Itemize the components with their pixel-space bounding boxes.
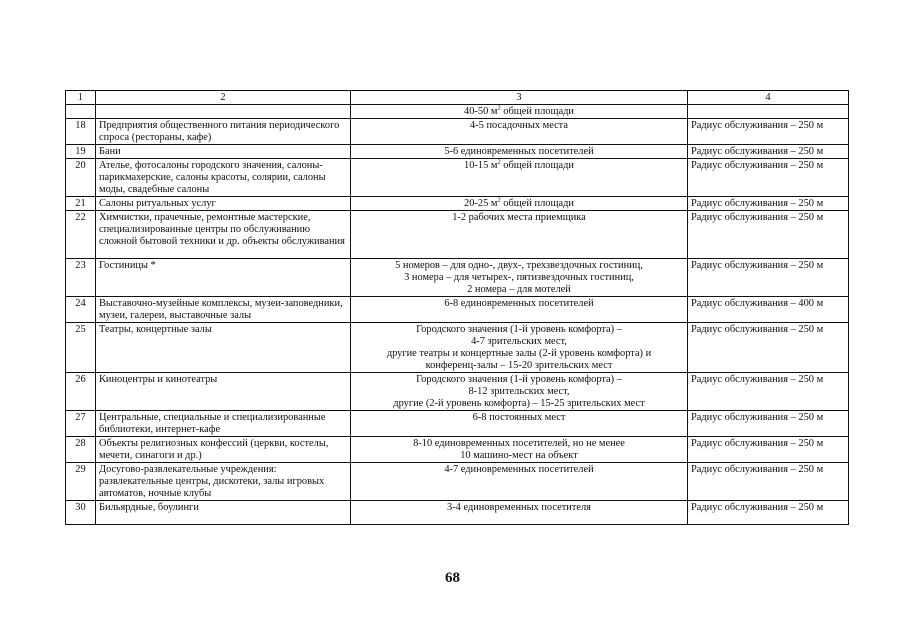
service-radius: Радиус обслуживания – 250 м [688, 437, 849, 463]
table-row [66, 501, 849, 525]
norm-line: 4-7 единовременных посетителей [444, 464, 594, 475]
norm-line: конференц-залы – 15-20 зрительских мест [425, 360, 613, 371]
header-col-3: 3 [351, 91, 688, 105]
table-body [66, 91, 849, 525]
row-number: 27 [66, 411, 96, 437]
service-radius: Радиус обслуживания – 250 м [688, 259, 849, 297]
facility-name: Бани [96, 145, 351, 159]
norm-cell [351, 159, 688, 197]
table-row [66, 159, 849, 197]
row-number: 23 [66, 259, 96, 297]
table-row [66, 145, 849, 159]
facility-name: Центральные, специальные и специализированные библиотеки, интернет-кафе [96, 411, 351, 437]
row-number: 30 [66, 501, 96, 525]
norm-line: Городского значения (1-й уровень комфорта) – [416, 324, 622, 335]
norm-line: другие театры и концертные залы (2-й уровень комфорта) и [386, 348, 652, 359]
norm-line: 6-8 единовременных посетителей [444, 298, 594, 309]
norm-cell [351, 259, 688, 297]
service-radius: Радиус обслуживания – 250 м [688, 501, 849, 525]
service-radius: Радиус обслуживания – 250 м [688, 159, 849, 197]
row-number: 20 [66, 159, 96, 197]
norm-cell [351, 297, 688, 323]
norm-cell [351, 105, 688, 119]
row-number: 21 [66, 197, 96, 211]
row-number: 24 [66, 297, 96, 323]
norm-cell [351, 211, 688, 259]
norm-line: 6-8 постоянных мест [472, 412, 566, 423]
standards-table [65, 90, 849, 525]
service-radius: Радиус обслуживания – 250 м [688, 119, 849, 145]
row-number: 18 [66, 119, 96, 145]
table-row [66, 297, 849, 323]
norm-cell [351, 463, 688, 501]
facility-name: Гостиницы * [96, 259, 351, 297]
norm-line: 10-15 $м^2$ общей площади [464, 158, 574, 171]
service-radius: Радиус обслуживания – 250 м [688, 463, 849, 501]
row-number: 25 [66, 323, 96, 373]
service-radius: Радиус обслуживания – 250 м [688, 145, 849, 159]
facility-name: Театры, концертные залы [96, 323, 351, 373]
norm-cell [351, 197, 688, 211]
row-number: 28 [66, 437, 96, 463]
norm-line: 4-7 зрительских мест, [471, 336, 567, 347]
facility-name: Химчистки, прачечные, ремонтные мастерские, специализированные центры по обслуживанию сложной бытовой техники и др. объекты обслуживания [96, 211, 351, 259]
service-radius: Радиус обслуживания – 400 м [688, 297, 849, 323]
table-row [66, 463, 849, 501]
norm-line: другие (2-й уровень комфорта) – 15-25 зрительских мест [393, 398, 645, 409]
table-header-row [66, 91, 849, 105]
service-radius: Радиус обслуживания – 250 м [688, 323, 849, 373]
facility-name [96, 105, 351, 119]
header-col-4: 4 [688, 91, 849, 105]
table-row [66, 437, 849, 463]
service-radius: Радиус обслуживания – 250 м [688, 411, 849, 437]
table-row [66, 323, 849, 373]
row-number: 22 [66, 211, 96, 259]
norm-cell [351, 437, 688, 463]
norm-cell [351, 501, 688, 525]
facility-name: Бильярдные, боулинги [96, 501, 351, 525]
facility-name: Выставочно-музейные комплексы, музеи-заповедники, музеи, галереи, выставочные залы [96, 297, 351, 323]
norm-line: 3 номера – для четырех-, пятизвездочных гостиниц, [404, 272, 634, 283]
row-number: 26 [66, 373, 96, 411]
norm-line: 5-6 единовременных посетителей [444, 146, 594, 157]
table-row [66, 259, 849, 297]
norm-line: Городского значения (1-й уровень комфорта) – [416, 374, 622, 385]
service-radius: Радиус обслуживания – 250 м [688, 197, 849, 211]
facility-name: Салоны ритуальных услуг [96, 197, 351, 211]
norm-line: 8-12 зрительских мест, [468, 386, 570, 397]
norm-cell [351, 323, 688, 373]
table-row [66, 197, 849, 211]
norm-line: 20-25 $м^2$ общей площади [464, 196, 574, 209]
header-col-2: 2 [96, 91, 351, 105]
norm-line: 8-10 единовременных посетителей, но не менее [413, 438, 625, 449]
table-row [66, 119, 849, 145]
row-number [66, 105, 96, 119]
norm-line: 40-50 $м^2$ общей площади [464, 104, 574, 117]
norm-cell [351, 145, 688, 159]
norm-line: 2 номера – для мотелей [467, 284, 571, 295]
norm-line: 4-5 посадочных места [470, 120, 568, 131]
facility-name: Ателье, фотосалоны городского значения, салоны-парикмахерские, салоны красоты, солярии, салоны моды, свадебные салоны [96, 159, 351, 197]
norm-cell [351, 411, 688, 437]
norm-line: 10 машино-мест на объект [460, 450, 578, 461]
table-row [66, 105, 849, 119]
norm-line: 3-4 единовременных посетителя [447, 502, 591, 513]
service-radius [688, 105, 849, 119]
table-row [66, 211, 849, 259]
facility-name: Досугово-развлекательные учреждения: развлекательные центры, дискотеки, залы игровых автоматов, ночные клубы [96, 463, 351, 501]
norm-line: 1-2 рабочих места приемщика [452, 212, 586, 223]
table-row [66, 411, 849, 437]
header-col-1: 1 [66, 91, 96, 105]
norm-cell [351, 119, 688, 145]
facility-name: Киноцентры и кинотеатры [96, 373, 351, 411]
row-number: 29 [66, 463, 96, 501]
norm-line: 5 номеров – для одно-, двух-, трехзвездочных гостиниц, [395, 260, 643, 271]
facility-name: Объекты религиозных конфессий (церкви, костелы, мечети, синагоги и др.) [96, 437, 351, 463]
table-row [66, 373, 849, 411]
page-number: 68 [445, 570, 460, 586]
service-radius: Радиус обслуживания – 250 м [688, 373, 849, 411]
row-number: 19 [66, 145, 96, 159]
service-radius: Радиус обслуживания – 250 м [688, 211, 849, 259]
norm-cell [351, 373, 688, 411]
facility-name: Предприятия общественного питания периодического спроса (рестораны, кафе) [96, 119, 351, 145]
